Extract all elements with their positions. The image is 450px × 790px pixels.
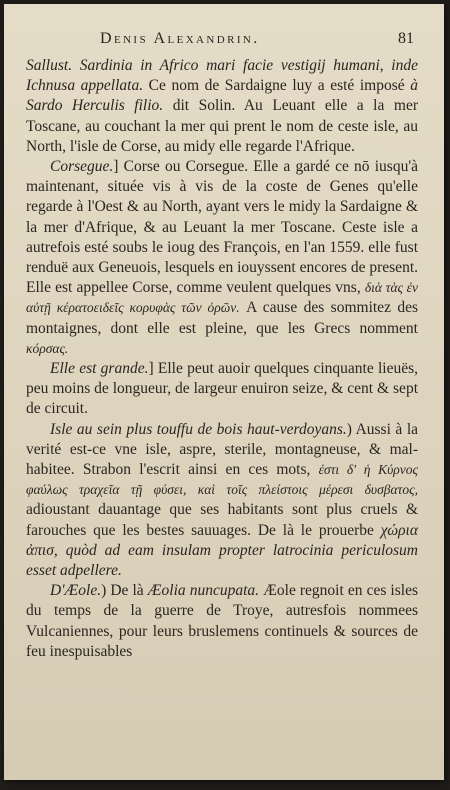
italic-text: χώρια ἀπισ, quòd ad eam insulam propter latrocinia periculosum esset adpellere.	[26, 521, 418, 580]
greek-quote: ἐστι δ' ἡ Κύρνος φαύλως τραχεῖα τῇ φύσει, καὶ τοῖς πλείστοις μέρεσι δυσβατος,	[26, 462, 418, 498]
text-run: dit Solin. Au Leuant elle a la mer Toscane, au couchant la mer qui prent le nom de ceste isle, au North, l'isle de Corse, au midy elle regarde l'Afrique.	[26, 97, 418, 155]
paragraph	[26, 56, 418, 157]
italic-text: Corsegue.	[50, 158, 114, 176]
italic-text: Elle est grande.	[50, 360, 149, 378]
italic-text: à Sardo Herculis filio.	[26, 77, 418, 115]
text-run: Æole regnoit en ces isles du temps de la guerre de Troye, autresfois nommees Vulcaniennes, pour leurs bruslemens continuels & sources de feu inespuisables	[26, 582, 418, 660]
paragraph	[26, 420, 418, 582]
book-page	[4, 4, 444, 780]
italic-text: D'Æole.	[50, 582, 102, 600]
paragraph	[26, 359, 418, 420]
text-run: ) Aussi à la verité est-ce vne isle, aspre, sterile, montagneuse, & mal-habitee. Strabon l'escrit ainsi en ces mots,	[26, 420, 419, 479]
greek-quote: διὰ τὰς ἐν αὐτῇ κέρατοειδεῖς κορυφὰς τῶν ὀρῶν.	[26, 280, 418, 316]
text-run: A cause des sommitez des montaignes, dont elle est pleine, que les Grecs nomment	[26, 299, 419, 337]
text-run: Ce nom de Sardaigne luy a esté imposé	[143, 77, 411, 95]
italic-text: Sallust. Sardinia in Africo mari facie vestigij humani, inde Ichnusa appellata.	[26, 57, 418, 95]
running-head: Denis Alexandrin.	[100, 30, 260, 47]
text-run: ) De là	[101, 582, 148, 600]
paragraph	[26, 157, 418, 359]
text-run: ] Corse ou Corsegue. Elle a gardé ce nō iusqu'à maintenant, située vis à vis de la coste de Genes qu'elle regarde à l'Oest & au North, ayant vers le midy la Sardaigne & la mer d'Afrique, & au Leuant la mer Toscane. Ceste isle a autrefois esté soubs le ioug des François, en l'an 1559. elle fust renduë aux Geneuois, lesquels en iouyssent encores de present. Elle est appellee Corse, comme veulent quelques vns,	[26, 158, 418, 297]
italic-text: Isle au sein plus touffu de bois haut-verdoyans.	[50, 420, 347, 438]
page-number: 81	[398, 30, 414, 47]
text-run: ] Elle peut auoir quelques cinquante lieuës, peu moins de longueur, de largeur enuiron seize, & cent & sept de circuit.	[26, 360, 418, 418]
italic-text: Æolia nuncupata.	[147, 582, 260, 600]
paragraph	[26, 581, 418, 662]
text-run: adioustant dauantage que ses habitants sont plus cruels & farouches que les bestes sauuages. De là le prouerbe	[26, 501, 418, 539]
page-header	[4, 30, 444, 54]
text-body	[26, 56, 418, 662]
greek-quote: κόρσας.	[26, 340, 69, 356]
